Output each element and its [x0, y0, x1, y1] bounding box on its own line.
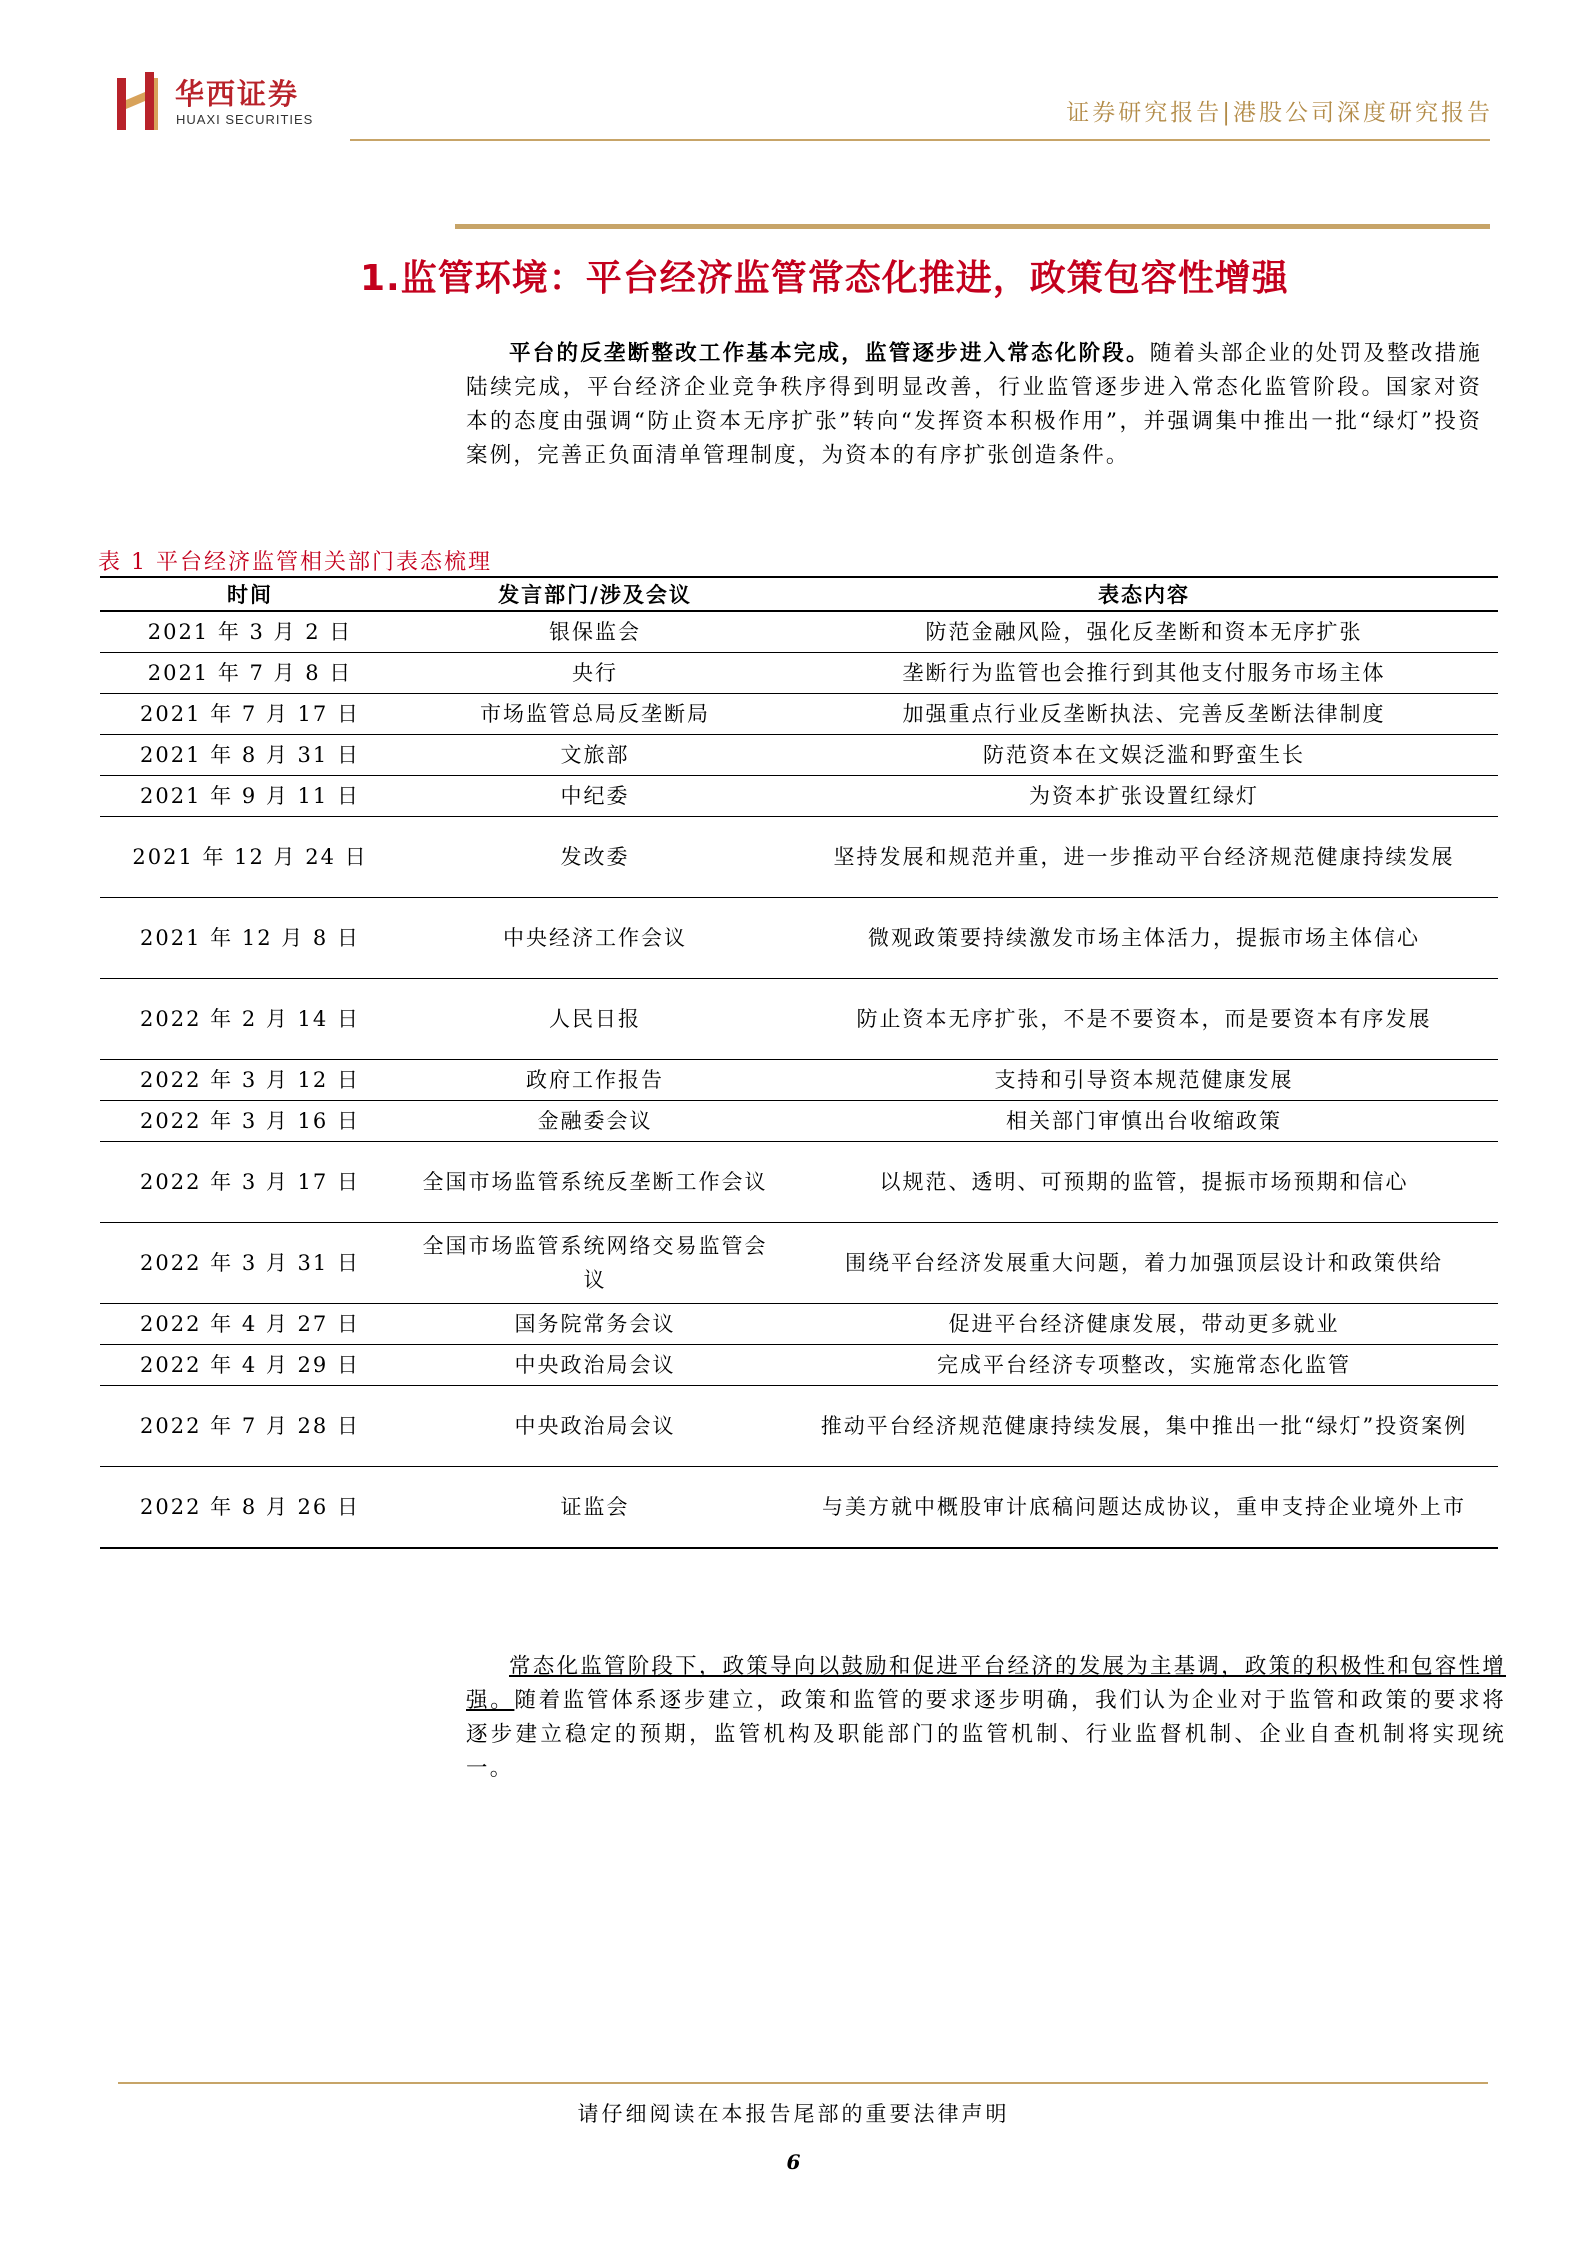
cell-dept: 发改委 — [560, 845, 630, 869]
cell-date: 2022 年 4 月 29 日 — [140, 1353, 360, 1377]
table-row — [100, 1386, 1498, 1467]
company-logo — [115, 70, 345, 134]
cell-content: 防止资本无序扩张，不是不要资本，而是要资本有序发展 — [856, 1007, 1432, 1031]
table-row — [100, 979, 1498, 1060]
cell-content: 支持和引导资本规范健康发展 — [994, 1068, 1294, 1092]
intro-paragraph — [466, 337, 1482, 473]
logo-text-en: HUAXI SECURITIES — [176, 112, 314, 127]
cell-content: 促进平台经济健康发展，带动更多就业 — [948, 1312, 1340, 1336]
cell-content: 围绕平台经济发展重大问题，着力加强顶层设计和政策供给 — [845, 1251, 1443, 1275]
cell-content: 完成平台经济专项整改，实施常态化监管 — [937, 1353, 1351, 1377]
cell-content: 防范资本在文娱泛滥和野蛮生长 — [983, 743, 1305, 767]
cell-dept: 人民日报 — [549, 1007, 641, 1031]
cell-content: 防范金融风险，强化反垄断和资本无序扩张 — [925, 620, 1363, 644]
page-number: 6 — [786, 2150, 801, 2174]
header-divider — [350, 139, 1490, 141]
legal-disclaimer: 请仔细阅读在本报告尾部的重要法律声明 — [577, 2102, 1010, 2126]
cell-dept: 全国市场监管系统反垄断工作会议 — [422, 1170, 768, 1194]
cell-dept: 政府工作报告 — [526, 1068, 664, 1092]
cell-date: 2021 年 7 月 17 日 — [140, 702, 360, 726]
column-header-content: 表态内容 — [1098, 582, 1190, 607]
cell-dept: 中纪委 — [560, 784, 630, 808]
cell-dept: 市场监管总局反垄断局 — [480, 702, 710, 726]
intro-body: 随着头部企业的处罚及整改措施陆续完成，平台经济企业竞争秩序得到明显改善，行业监管逐步进入常态化监管阶段。国家对资本的态度由强调“防止资本无序扩张”转向“发挥资本积极作用”，并强调集中推出一批“绿灯”投资案例，完善正负面清单管理制度，为资本的有序扩张创造条件。 — [466, 341, 1482, 468]
cell-date: 2022 年 7 月 28 日 — [140, 1414, 360, 1438]
cell-dept: 金融委会议 — [537, 1109, 653, 1133]
cell-dept: 银保监会 — [549, 620, 641, 644]
table-row — [100, 1467, 1498, 1549]
cell-date: 2021 年 12 月 24 日 — [132, 845, 368, 869]
cell-dept: 央行 — [572, 661, 618, 685]
cell-date: 2021 年 3 月 2 日 — [147, 620, 353, 644]
section-title: 1.监管环境：平台经济监管常态化推进，政策包容性增强 — [360, 258, 1289, 299]
table-row — [100, 898, 1498, 979]
cell-date: 2022 年 8 月 26 日 — [140, 1495, 360, 1519]
column-header-dept: 发言部门/涉及会议 — [498, 582, 692, 607]
table-row — [100, 1060, 1498, 1101]
summary-paragraph — [466, 1650, 1506, 1786]
cell-date: 2022 年 3 月 17 日 — [140, 1170, 360, 1194]
cell-content: 与美方就中概股审计底稿问题达成协议，重申支持企业境外上市 — [822, 1495, 1466, 1519]
cell-date: 2021 年 12 月 8 日 — [140, 926, 360, 950]
table-caption: 表 1 平台经济监管相关部门表态梳理 — [98, 550, 492, 575]
cell-dept: 国务院常务会议 — [514, 1312, 676, 1336]
cell-date: 2022 年 3 月 16 日 — [140, 1109, 360, 1133]
cell-content: 加强重点行业反垄断执法、完善反垄断法律制度 — [902, 702, 1386, 726]
cell-content: 坚持发展和规范并重，进一步推动平台经济规范健康持续发展 — [833, 845, 1455, 869]
cell-content: 垄断行为监管也会推行到其他支付服务市场主体 — [902, 661, 1386, 685]
cell-content: 推动平台经济规范健康持续发展，集中推出一批“绿灯”投资案例 — [820, 1414, 1468, 1438]
cell-dept: 中央经济工作会议 — [503, 926, 687, 950]
cell-content: 微观政策要持续激发市场主体活力，提振市场主体信心 — [868, 926, 1420, 950]
table-row — [100, 1223, 1498, 1304]
cell-content: 相关部门审慎出台收缩政策 — [1006, 1109, 1282, 1133]
table-row — [100, 776, 1498, 817]
table-row — [100, 1304, 1498, 1345]
column-header-date: 时间 — [227, 582, 273, 607]
cell-date: 2022 年 3 月 12 日 — [140, 1068, 360, 1092]
table-header-row — [100, 577, 1498, 611]
cell-content: 以规范、透明、可预期的监管，提振市场预期和信心 — [879, 1170, 1409, 1194]
cell-content: 为资本扩张设置红绿灯 — [1029, 784, 1259, 808]
table-row — [100, 1142, 1498, 1223]
cell-dept: 文旅部 — [560, 743, 630, 767]
table-row — [100, 1101, 1498, 1142]
logo-text-cn: 华西证券 — [175, 77, 300, 111]
cell-date: 2021 年 7 月 8 日 — [147, 661, 353, 685]
table-row — [100, 653, 1498, 694]
section-divider — [455, 224, 1490, 229]
summary-lead: 常态化监管阶段下，政策导向以鼓励和促进平台经济的发展为主基调，政策的积极性和包容性增强。 — [466, 1654, 1506, 1713]
cell-date: 2022 年 4 月 27 日 — [140, 1312, 360, 1336]
table-row — [100, 817, 1498, 898]
policy-table — [100, 576, 1498, 1549]
cell-dept: 全国市场监管系统网络交易监管会议 — [422, 1234, 768, 1292]
cell-dept: 中央政治局会议 — [514, 1353, 676, 1377]
cell-date: 2022 年 3 月 31 日 — [140, 1251, 360, 1275]
report-type: 证券研究报告|港股公司深度研究报告 — [1066, 100, 1493, 126]
summary-body: 随着监管体系逐步建立，政策和监管的要求逐步明确，我们认为企业对于监管和政策的要求将逐步建立稳定的预期，监管机构及职能部门的监管机制、行业监督机制、企业自查机制将实现统一。 — [466, 1688, 1506, 1781]
huaxi-logo-icon — [115, 70, 165, 132]
cell-dept: 证监会 — [560, 1495, 630, 1519]
cell-date: 2021 年 8 月 31 日 — [140, 743, 360, 767]
intro-lead: 平台的反垄断整改工作基本完成，监管逐步进入常态化阶段。 — [509, 341, 1150, 366]
cell-date: 2021 年 9 月 11 日 — [140, 784, 360, 808]
cell-dept: 中央政治局会议 — [514, 1414, 676, 1438]
table-row — [100, 611, 1498, 653]
table-row — [100, 1345, 1498, 1386]
footer-divider — [118, 2082, 1488, 2084]
table-row — [100, 735, 1498, 776]
table-row — [100, 694, 1498, 735]
cell-date: 2022 年 2 月 14 日 — [140, 1007, 360, 1031]
